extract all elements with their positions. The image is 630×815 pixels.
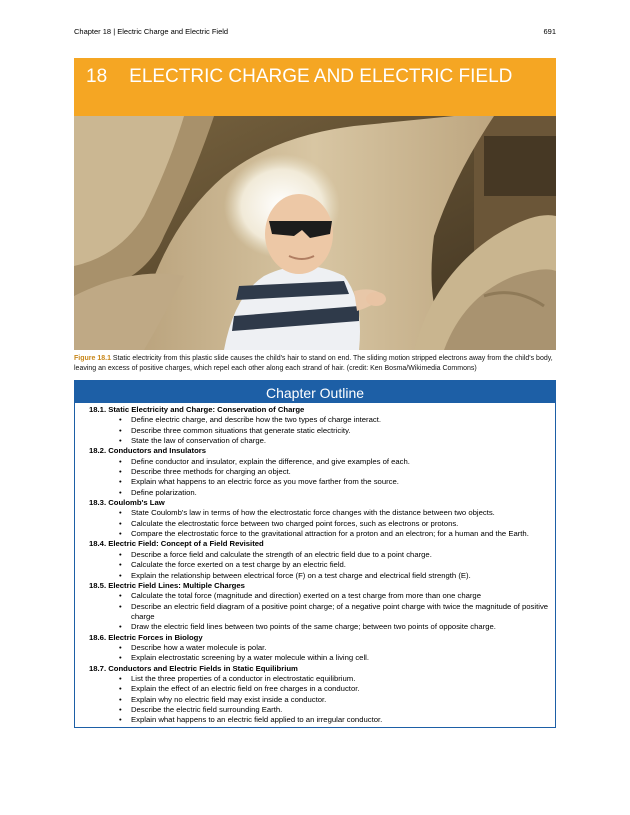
objective-item: • Describe the electric field surrounding Earth.	[119, 705, 555, 715]
objective-list	[89, 415, 555, 446]
objective-item: • Draw the electric field lines between two points of the same charge; between two points of opposite charge.	[119, 622, 555, 632]
objective-list	[89, 508, 555, 539]
outline-section	[89, 539, 555, 580]
objective-item: • Describe how a water molecule is polar.	[119, 643, 555, 653]
objective-item: • Calculate the force exerted on a test charge by an electric field.	[119, 560, 555, 570]
objective-list	[89, 674, 555, 726]
outline-section	[89, 405, 555, 446]
chapter-outline-box	[74, 380, 556, 728]
outline-section-title: 18.2. Conductors and Insulators	[89, 446, 207, 456]
running-header	[74, 27, 556, 36]
outline-section-title: 18.4. Electric Field: Concept of a Field Revisited	[89, 539, 264, 549]
outline-section-title: 18.1. Static Electricity and Charge: Conservation of Charge	[89, 405, 305, 414]
chapter-number: 18	[86, 66, 108, 87]
running-title: Chapter 18 | Electric Charge and Electric Field	[74, 27, 229, 36]
objective-item: • State the law of conservation of charge.	[119, 436, 555, 446]
objective-item: • Explain what happens to an electric field applied to an irregular conductor.	[119, 715, 555, 725]
outline-section	[89, 581, 555, 633]
objective-item: • Define electric charge, and describe how the two types of charge interact.	[119, 415, 555, 425]
objective-item: • Explain what happens to an electric force as you move farther from the source.	[119, 477, 555, 487]
chapter-opening-photo	[74, 116, 556, 350]
objective-item: • Explain electrostatic screening by a water molecule within a living cell.	[119, 653, 555, 663]
page-number: 691	[543, 27, 556, 36]
objective-item: • Calculate the electrostatic force between two charged point forces, such as electrons or protons.	[119, 519, 555, 529]
objective-item: • Explain why no electric field may exist inside a conductor.	[119, 695, 555, 705]
chapter-outline-list	[75, 403, 555, 726]
objective-item: • Explain the relationship between electrical force (F) on a test charge and electrical field strength (E).	[119, 571, 555, 581]
objective-item: • Define conductor and insulator, explain the difference, and give examples of each.	[119, 457, 555, 467]
objective-item: • Describe three common situations that generate static electricity.	[119, 426, 555, 436]
outline-section-title: 18.5. Electric Field Lines: Multiple Charges	[89, 580, 245, 590]
objective-item: • Describe three methods for charging an object.	[119, 467, 555, 477]
objective-item: • List the three properties of a conductor in electrostatic equilibrium.	[119, 674, 555, 684]
outline-section	[89, 446, 555, 498]
chapter-outline-title: Chapter Outline	[75, 381, 555, 403]
outline-section	[89, 633, 555, 664]
objective-item: • Calculate the total force (magnitude and direction) exerted on a test charge from more than one charge	[119, 591, 555, 601]
figure-label: Figure 18.1	[74, 355, 111, 362]
figure-caption	[74, 354, 556, 373]
objective-list	[89, 591, 555, 632]
objective-item: • Describe an electric field diagram of a positive point charge; of a negative point charge with twice the magnitude of positive charge	[119, 602, 555, 623]
objective-item: • Describe a force field and calculate the strength of an electric field due to a point charge.	[119, 550, 555, 560]
outline-section	[89, 664, 555, 726]
chapter-title: ELECTRIC CHARGE AND ELECTRIC FIELD	[129, 66, 513, 87]
chapter-banner	[74, 58, 556, 116]
objective-list	[89, 457, 555, 498]
objective-list	[89, 643, 555, 664]
objective-list	[89, 550, 555, 581]
figure-caption-text: Static electricity from this plastic slide causes the child's hair to stand on end. The sliding motion stripped electrons away from the child's body, leaving an excess of positive charges, which repel each other along each strand of hair. (credit: Ken Bosma/Wikimedia Commons)	[74, 355, 553, 372]
objective-item: • Compare the electrostatic force to the gravitational attraction for a proton and an electron; for a human and the Earth.	[119, 529, 555, 539]
outline-section	[89, 498, 555, 539]
outline-section-title: 18.3. Coulomb's Law	[89, 498, 165, 508]
outline-section-title: 18.7. Conductors and Electric Fields in Static Equilibrium	[89, 663, 298, 673]
outline-section-title: 18.6. Electric Forces in Biology	[89, 632, 203, 642]
objective-item: • State Coulomb's law in terms of how the electrostatic force changes with the distance between two objects.	[119, 508, 555, 518]
objective-item: • Define polarization.	[119, 488, 555, 498]
child-on-slide-illustration	[74, 116, 556, 350]
objective-item: • Explain the effect of an electric field on free charges in a conductor.	[119, 684, 555, 694]
